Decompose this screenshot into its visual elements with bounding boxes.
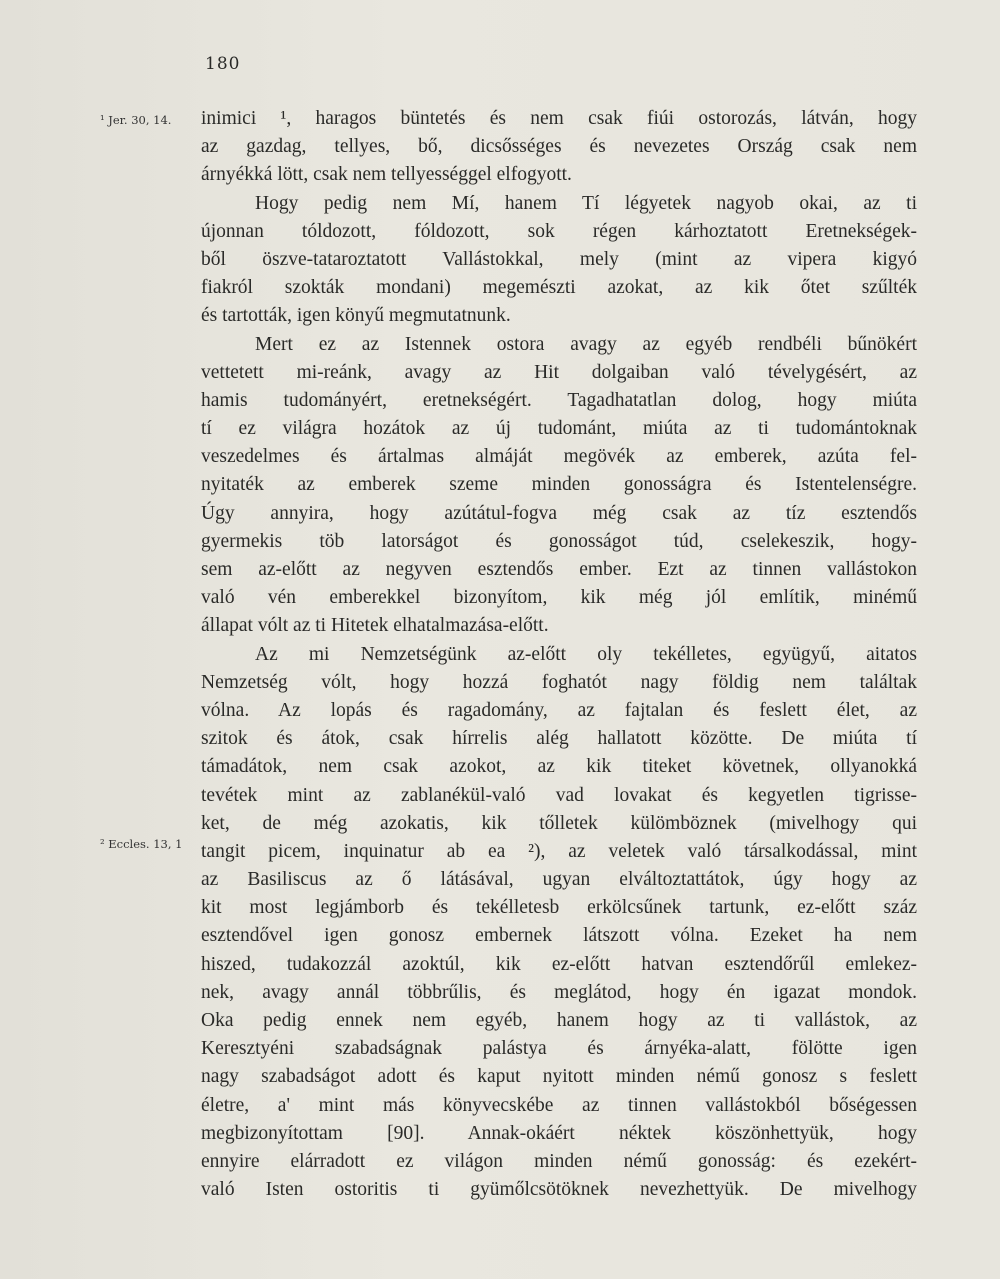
text-line: Az mi Nemzetségünk az-előtt oly tekélletes, együgyű, aitatos xyxy=(255,643,917,665)
text-line: Mert ez az Istennek ostora avagy az egyéb rendbéli bűnökért xyxy=(255,333,917,355)
text-line: megbizonyítottam [90]. Annak-okáért néktek köszönhettyük, hogy xyxy=(201,1122,917,1144)
text-line: tí ez világra hozátok az új tudománt, miúta az ti tudomántoknak xyxy=(201,418,917,440)
text-line: esztendővel igen gonosz embernek látszott vólna. Ezeket ha nem xyxy=(201,925,917,947)
text-line: szitok és átok, csak hírrelis alég hallatott közötte. De miúta tí xyxy=(201,728,917,750)
text-line: ennyire elárradott ez világon minden némű gonosság: és ezekért- xyxy=(201,1150,917,1172)
text-line: vólna. Az lopás és ragadomány, az fajtalan és feslett élet, az xyxy=(201,699,917,721)
text-line: Nemzetség vólt, hogy hozzá foghatót nagy földig nem találtak xyxy=(201,671,917,693)
text-line: újonnan tóldozott, fóldozott, sok régen kárhoztatott Eretnekségek- xyxy=(201,220,917,242)
text-line: tangit picem, inquinatur ab ea ²), az veletek való társalkodással, mint xyxy=(201,840,917,862)
text-line: gyermekis töb latorságot és gonosságot túd, cselekeszik, hogy- xyxy=(201,530,917,552)
text-line: kit most legjámborb és tekélletesb erkölcsűnek tartunk, ez-előtt száz xyxy=(201,897,917,919)
text-line: nyitaték az emberek szeme minden gonosságra és Istentelenségre. xyxy=(201,474,917,496)
text-line: sem az-előtt az negyven esztendős ember. Ezt az tinnen vallástokon xyxy=(201,559,917,580)
text-line: való Isten ostoritis ti gyümőlcsötöknek nevezhettyük. De mivelhogy xyxy=(201,1179,917,1201)
text-line: való vén emberekkel bizonyítom, kik még jól említik, minémű xyxy=(201,587,917,609)
text-line: ket, de még azokatis, kik tőlletek külömböznek (mivelhogy qui xyxy=(201,812,917,834)
page-number: 180 xyxy=(205,54,241,74)
text-line: vettetett mi-reánk, avagy az Hit dolgaiban való tévelygésért, az xyxy=(201,361,917,383)
text-line: ből öszve-tataroztatott Vallástokkal, mely (mint az vipera kigyó xyxy=(201,248,917,270)
text-line: árnyékká lött, csak nem tellyességgel elfogyott. xyxy=(201,164,572,186)
text-line: az gazdag, tellyes, bő, dicsősséges és nevezetes Ország csak nem xyxy=(201,136,917,158)
text-line: inimici ¹, haragos büntetés és nem csak fiúi ostorozás, látván, hogy xyxy=(201,108,917,129)
text-line: tevétek mint az zablanékül-való vad lovakat és kegyetlen tigrisse- xyxy=(201,784,917,806)
text-line: hamis tudományért, eretnekségért. Tagadhatatlan dolog, hogy miúta xyxy=(201,389,917,411)
text-line: állapat vólt az ti Hitetek elhatalmazása-előtt. xyxy=(201,615,549,637)
text-line: Oka pedig ennek nem egyéb, hanem hogy az ti vallástok, az xyxy=(201,1010,917,1031)
text-line: az Basiliscus az ő látásával, ugyan elváltoztattátok, úgy hogy az xyxy=(201,869,917,891)
text-line: veszedelmes és ártalmas almáját megövék az emberek, azúta fel- xyxy=(201,446,917,468)
text-line: életre, a' mint más könyvecskébe az tinnen vallástokból bőségessen xyxy=(201,1094,917,1116)
text-line: nagy szabadságot adott és kaput nyitott minden némű gonosz s feslett xyxy=(201,1066,917,1088)
text-line: nek, avagy annál többrűlis, és meglátod, hogy én igazat mondok. xyxy=(201,981,917,1003)
text-line: Keresztyéni szabadságnak palástya és árnyéka-alatt, fölötte igen xyxy=(201,1038,917,1060)
text-line: Hogy pedig nem Mí, hanem Tí légyetek nagyob okai, az ti xyxy=(255,192,917,214)
text-line: fiakról szokták mondani) megemészti azokat, az kik őtet szűlték xyxy=(201,277,917,299)
footnote-ref-1: ¹ Jer. 30, 14. xyxy=(100,113,172,127)
footnote-ref-2: ² Eccles. 13, 1 xyxy=(100,837,183,851)
text-line: Úgy annyira, hogy azútátul-fogva még csak az tíz esztendős xyxy=(201,502,917,524)
text-line: és tartották, igen könyű megmutatnunk. xyxy=(201,305,511,327)
text-line: támadátok, nem csak azokot, az kik titeket követnek, ollyanokká xyxy=(201,756,917,778)
body-text xyxy=(201,105,917,1204)
text-line: hiszed, tudakozzál azoktúl, kik ez-előtt hatvan esztendőrűl emlekez- xyxy=(201,953,917,975)
